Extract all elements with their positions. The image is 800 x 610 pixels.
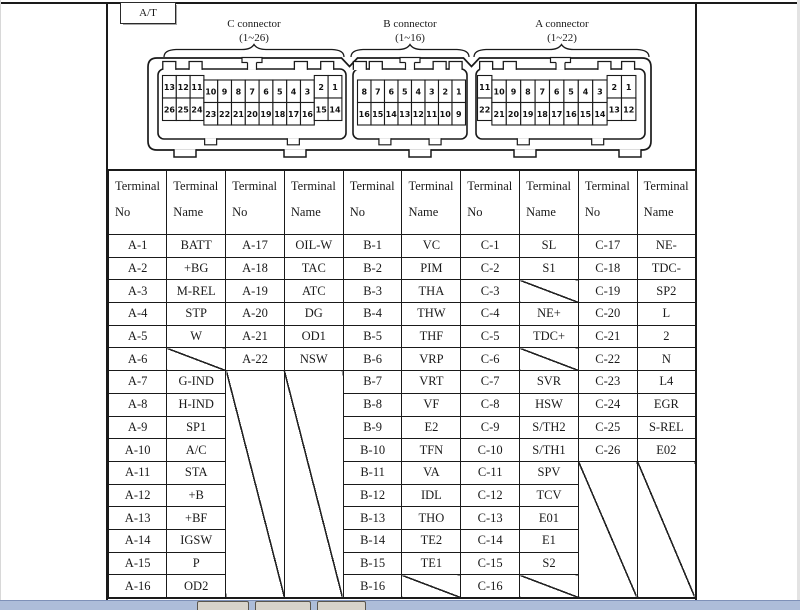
pin-number: 9 xyxy=(221,87,228,97)
terminal-name-cell: H-IND xyxy=(167,393,226,416)
terminal-name-cell: NSW xyxy=(284,348,343,371)
terminal-name-cell: E02 xyxy=(637,439,696,462)
pin-number: 10 xyxy=(493,87,505,97)
pin-number: 4 xyxy=(290,87,297,97)
pin-number: 20 xyxy=(507,109,520,119)
pin-number: 16 xyxy=(565,109,577,119)
pin-number: 4 xyxy=(415,87,422,97)
pin-number: 26 xyxy=(163,105,175,115)
a-connector-label: A connector (1~22) xyxy=(535,18,589,44)
terminal-no-cell: B-4 xyxy=(343,303,402,326)
terminal-no-cell: A-8 xyxy=(108,393,167,416)
terminal-name-cell: IGSW xyxy=(167,529,226,552)
pin-number: 11 xyxy=(191,82,203,92)
terminal-name-cell: VC xyxy=(402,235,461,258)
terminal-no-cell: C-20 xyxy=(578,303,637,326)
header-terminal-name: Terminal Name xyxy=(637,170,696,235)
terminal-no-cell: B-9 xyxy=(343,416,402,439)
pin-number: 9 xyxy=(510,87,517,97)
terminal-no-cell: B-7 xyxy=(343,371,402,394)
terminal-no-cell: C-15 xyxy=(461,552,520,575)
pin-number: 15 xyxy=(579,109,592,119)
terminal-table xyxy=(107,169,697,599)
terminal-no-cell: A-11 xyxy=(108,461,167,484)
terminal-name-cell: VRT xyxy=(402,371,461,394)
terminal-no-cell: A-4 xyxy=(108,303,167,326)
pin-number: 24 xyxy=(191,105,203,115)
table-row xyxy=(108,461,696,484)
terminal-name-cell: THA xyxy=(402,280,461,303)
pin-number: 11 xyxy=(426,109,438,119)
terminal-no-cell: C-4 xyxy=(461,303,520,326)
pin-number: 20 xyxy=(246,109,258,119)
table-row xyxy=(108,371,696,394)
pin-number: 25 xyxy=(177,105,189,115)
table-row xyxy=(108,393,696,416)
pin-number: 8 xyxy=(361,87,368,97)
terminal-no-cell: C-21 xyxy=(578,325,637,348)
pin-number: 6 xyxy=(553,87,560,97)
terminal-name-cell xyxy=(167,348,226,371)
terminal-no-cell: C-22 xyxy=(578,348,637,371)
header-terminal-name: Terminal Name xyxy=(167,170,226,235)
terminal-no-cell: B-2 xyxy=(343,257,402,280)
terminal-name-cell: E2 xyxy=(402,416,461,439)
pin-number: 8 xyxy=(235,87,242,97)
terminal-no-cell: A-21 xyxy=(226,325,285,348)
connector-diagram xyxy=(0,0,800,165)
pin-number: 5 xyxy=(277,87,283,97)
terminal-name-cell: +BG xyxy=(167,257,226,280)
terminal-no-cell: A-5 xyxy=(108,325,167,348)
connector-brace xyxy=(351,45,469,58)
terminal-name-cell: NE+ xyxy=(520,303,579,326)
terminal-no-cell: C-5 xyxy=(461,325,520,348)
pin-number: 14 xyxy=(329,105,341,115)
terminal-no-cell: A-3 xyxy=(108,280,167,303)
connector-brace xyxy=(164,45,344,58)
pin-number: 19 xyxy=(260,109,272,119)
terminal-no-cell: B-8 xyxy=(343,393,402,416)
pin-number: 16 xyxy=(358,109,370,119)
terminal-name-cell: 2 xyxy=(637,325,696,348)
terminal-name-cell: OIL-W xyxy=(284,235,343,258)
terminal-name-cell: +BF xyxy=(167,507,226,530)
terminal-name-cell: L xyxy=(637,303,696,326)
terminal-name-cell: OD2 xyxy=(167,575,226,598)
pin-number: 6 xyxy=(263,87,269,97)
terminal-name-cell: EGR xyxy=(637,393,696,416)
pin-number: 3 xyxy=(304,87,311,97)
terminal-no-cell: A-17 xyxy=(226,235,285,258)
terminal-name-cell xyxy=(520,280,579,303)
terminal-name-cell: SL xyxy=(520,235,579,258)
terminal-name-cell xyxy=(520,575,579,598)
terminal-no-cell: C-11 xyxy=(461,461,520,484)
table-row xyxy=(108,303,696,326)
terminal-no-cell: C-26 xyxy=(578,439,637,462)
terminal-name-cell: THF xyxy=(402,325,461,348)
header-terminal-name: Terminal Name xyxy=(284,170,343,235)
pin-number: 21 xyxy=(232,109,244,119)
pin-number: 12 xyxy=(623,105,635,115)
pin-number: 13 xyxy=(163,82,175,92)
terminal-no-cell: C-9 xyxy=(461,416,520,439)
terminal-name-cell: VRP xyxy=(402,348,461,371)
terminal-name-cell: OD1 xyxy=(284,325,343,348)
terminal-no-cell: B-11 xyxy=(343,461,402,484)
pin-number: 5 xyxy=(568,87,574,97)
terminal-no-cell: A-19 xyxy=(226,280,285,303)
terminal-name-cell: SPV xyxy=(520,461,579,484)
pin-number: 6 xyxy=(388,87,395,97)
terminal-no-cell: A-15 xyxy=(108,552,167,575)
pin-number: 14 xyxy=(594,109,606,119)
terminal-name-cell: S/TH2 xyxy=(520,416,579,439)
terminal-name-cell: S/TH1 xyxy=(520,439,579,462)
terminal-table-body xyxy=(108,235,696,599)
terminal-name-cell: ATC xyxy=(284,280,343,303)
terminal-name-cell: S-REL xyxy=(637,416,696,439)
terminal-name-cell: TE2 xyxy=(402,529,461,552)
terminal-no-cell: C-12 xyxy=(461,484,520,507)
pin-number: 7 xyxy=(249,87,255,97)
terminal-no-cell: B-15 xyxy=(343,552,402,575)
pin-number: 5 xyxy=(401,87,408,97)
terminal-no-cell: C-17 xyxy=(578,235,637,258)
b-connector-label: B connector (1~16) xyxy=(383,18,437,44)
terminal-name-cell: NE- xyxy=(637,235,696,258)
pin-number: 12 xyxy=(177,82,189,92)
terminal-name-cell: VA xyxy=(402,461,461,484)
pin-number: 1 xyxy=(455,87,462,97)
terminal-no-cell: C-10 xyxy=(461,439,520,462)
terminal-name-cell: STP xyxy=(167,303,226,326)
terminal-name-cell: THW xyxy=(402,303,461,326)
terminal-name-cell: PIM xyxy=(402,257,461,280)
pin-number: 23 xyxy=(205,109,217,119)
header-terminal-no: Terminal No xyxy=(578,170,637,235)
terminal-name-cell: G-IND xyxy=(167,371,226,394)
pin-number: 18 xyxy=(536,109,548,119)
header-terminal-no: Terminal No xyxy=(343,170,402,235)
pin-number: 16 xyxy=(301,109,313,119)
terminal-no-cell: C-3 xyxy=(461,280,520,303)
terminal-name-cell: M-REL xyxy=(167,280,226,303)
pin-number: 13 xyxy=(608,105,620,115)
terminal-no-cell: A-9 xyxy=(108,416,167,439)
pin-number: 21 xyxy=(493,109,505,119)
terminal-no-cell: B-5 xyxy=(343,325,402,348)
connector-brace xyxy=(474,45,649,58)
pin-number: 15 xyxy=(372,109,384,119)
pin-number: 17 xyxy=(551,109,563,119)
terminal-name-cell xyxy=(402,575,461,598)
terminal-no-cell: C-19 xyxy=(578,280,637,303)
pin-number: 15 xyxy=(315,105,327,115)
terminal-no-cell: C-25 xyxy=(578,416,637,439)
pin-number: 13 xyxy=(399,109,411,119)
terminal-no-cell: A-14 xyxy=(108,529,167,552)
terminal-table-header xyxy=(108,170,696,235)
terminal-name-cell: P xyxy=(167,552,226,575)
pin-number: 11 xyxy=(479,82,491,92)
terminal-name-cell: SVR xyxy=(520,371,579,394)
terminal-no-cell: A-18 xyxy=(226,257,285,280)
pin-number: 12 xyxy=(412,109,424,119)
terminal-no-cell: C-24 xyxy=(578,393,637,416)
pin-number: 3 xyxy=(428,87,435,97)
pin-number: 10 xyxy=(439,109,451,119)
pin-number: 2 xyxy=(318,82,324,92)
pin-number: 1 xyxy=(625,82,632,92)
table-row xyxy=(108,348,696,371)
terminal-no-cell: A-1 xyxy=(108,235,167,258)
terminal-no-cell: B-14 xyxy=(343,529,402,552)
terminal-name-cell: TAC xyxy=(284,257,343,280)
table-row xyxy=(108,257,696,280)
terminal-no-cell: B-3 xyxy=(343,280,402,303)
table-row xyxy=(108,235,696,258)
header-terminal-name: Terminal Name xyxy=(402,170,461,235)
terminal-no-cell: C-16 xyxy=(461,575,520,598)
unused-diagonal-cell xyxy=(637,461,696,598)
terminal-name-cell: SP1 xyxy=(167,416,226,439)
terminal-name-cell: S1 xyxy=(520,257,579,280)
terminal-no-cell: A-12 xyxy=(108,484,167,507)
table-row xyxy=(108,439,696,462)
section-tab-label: A/T xyxy=(139,7,157,19)
terminal-no-cell: B-12 xyxy=(343,484,402,507)
terminal-no-cell: C-13 xyxy=(461,507,520,530)
header-terminal-no: Terminal No xyxy=(108,170,167,235)
pin-number: 1 xyxy=(332,82,338,92)
terminal-no-cell: A-20 xyxy=(226,303,285,326)
terminal-name-cell: TDC- xyxy=(637,257,696,280)
terminal-name-cell: TDC+ xyxy=(520,325,579,348)
terminal-name-cell: +B xyxy=(167,484,226,507)
terminal-no-cell: A-16 xyxy=(108,575,167,598)
terminal-no-cell: C-18 xyxy=(578,257,637,280)
terminal-no-cell: A-22 xyxy=(226,348,285,371)
terminal-no-cell: C-23 xyxy=(578,371,637,394)
terminal-no-cell: A-13 xyxy=(108,507,167,530)
pin-number: 7 xyxy=(539,87,546,97)
terminal-no-cell: C-7 xyxy=(461,371,520,394)
terminal-no-cell: C-2 xyxy=(461,257,520,280)
table-row xyxy=(108,280,696,303)
unused-diagonal-cell xyxy=(284,371,343,598)
c-connector-label: C connector (1~26) xyxy=(227,18,281,44)
table-row xyxy=(108,325,696,348)
terminal-name-cell: A/C xyxy=(167,439,226,462)
terminal-name-cell: L4 xyxy=(637,371,696,394)
terminal-name-cell: TE1 xyxy=(402,552,461,575)
pin-number: 18 xyxy=(274,109,286,119)
terminal-name-cell: E1 xyxy=(520,529,579,552)
terminal-name-cell: DG xyxy=(284,303,343,326)
unused-diagonal-cell xyxy=(578,461,637,598)
pin-number: 17 xyxy=(288,109,300,119)
pin-number: 14 xyxy=(385,109,397,119)
terminal-name-cell: N xyxy=(637,348,696,371)
terminal-no-cell: C-1 xyxy=(461,235,520,258)
terminal-name-cell xyxy=(520,348,579,371)
pin-number: 9 xyxy=(455,109,462,119)
terminal-no-cell: B-16 xyxy=(343,575,402,598)
terminal-name-cell: THO xyxy=(402,507,461,530)
terminal-no-cell: A-10 xyxy=(108,439,167,462)
pin-number: 4 xyxy=(582,87,589,97)
header-terminal-no: Terminal No xyxy=(226,170,285,235)
table-row xyxy=(108,416,696,439)
terminal-no-cell: B-6 xyxy=(343,348,402,371)
terminal-no-cell: B-1 xyxy=(343,235,402,258)
terminal-name-cell: VF xyxy=(402,393,461,416)
terminal-name-cell: W xyxy=(167,325,226,348)
pin-number: 22 xyxy=(219,109,231,119)
terminal-name-cell: S2 xyxy=(520,552,579,575)
terminal-name-cell: IDL xyxy=(402,484,461,507)
pin-number: 2 xyxy=(611,82,618,92)
terminal-no-cell: A-2 xyxy=(108,257,167,280)
unused-diagonal-cell xyxy=(226,371,285,598)
terminal-name-cell: SP2 xyxy=(637,280,696,303)
terminal-name-cell: HSW xyxy=(520,393,579,416)
terminal-name-cell: STA xyxy=(167,461,226,484)
terminal-no-cell: A-6 xyxy=(108,348,167,371)
pin-number: 7 xyxy=(374,87,381,97)
terminal-name-cell: BATT xyxy=(167,235,226,258)
pin-number: 2 xyxy=(442,87,449,97)
terminal-name-cell: TCV xyxy=(520,484,579,507)
pin-number: 8 xyxy=(525,87,531,97)
pin-number: 19 xyxy=(522,109,534,119)
terminal-no-cell: C-14 xyxy=(461,529,520,552)
terminal-name-cell: TFN xyxy=(402,439,461,462)
pin-number: 10 xyxy=(205,87,217,97)
terminal-no-cell: C-6 xyxy=(461,348,520,371)
terminal-no-cell: A-7 xyxy=(108,371,167,394)
pin-number: 3 xyxy=(597,87,603,97)
pin-number: 22 xyxy=(479,105,491,115)
terminal-no-cell: C-8 xyxy=(461,393,520,416)
terminal-no-cell: B-10 xyxy=(343,439,402,462)
header-terminal-name: Terminal Name xyxy=(520,170,579,235)
header-terminal-no: Terminal No xyxy=(461,170,520,235)
terminal-no-cell: B-13 xyxy=(343,507,402,530)
terminal-name-cell: E01 xyxy=(520,507,579,530)
